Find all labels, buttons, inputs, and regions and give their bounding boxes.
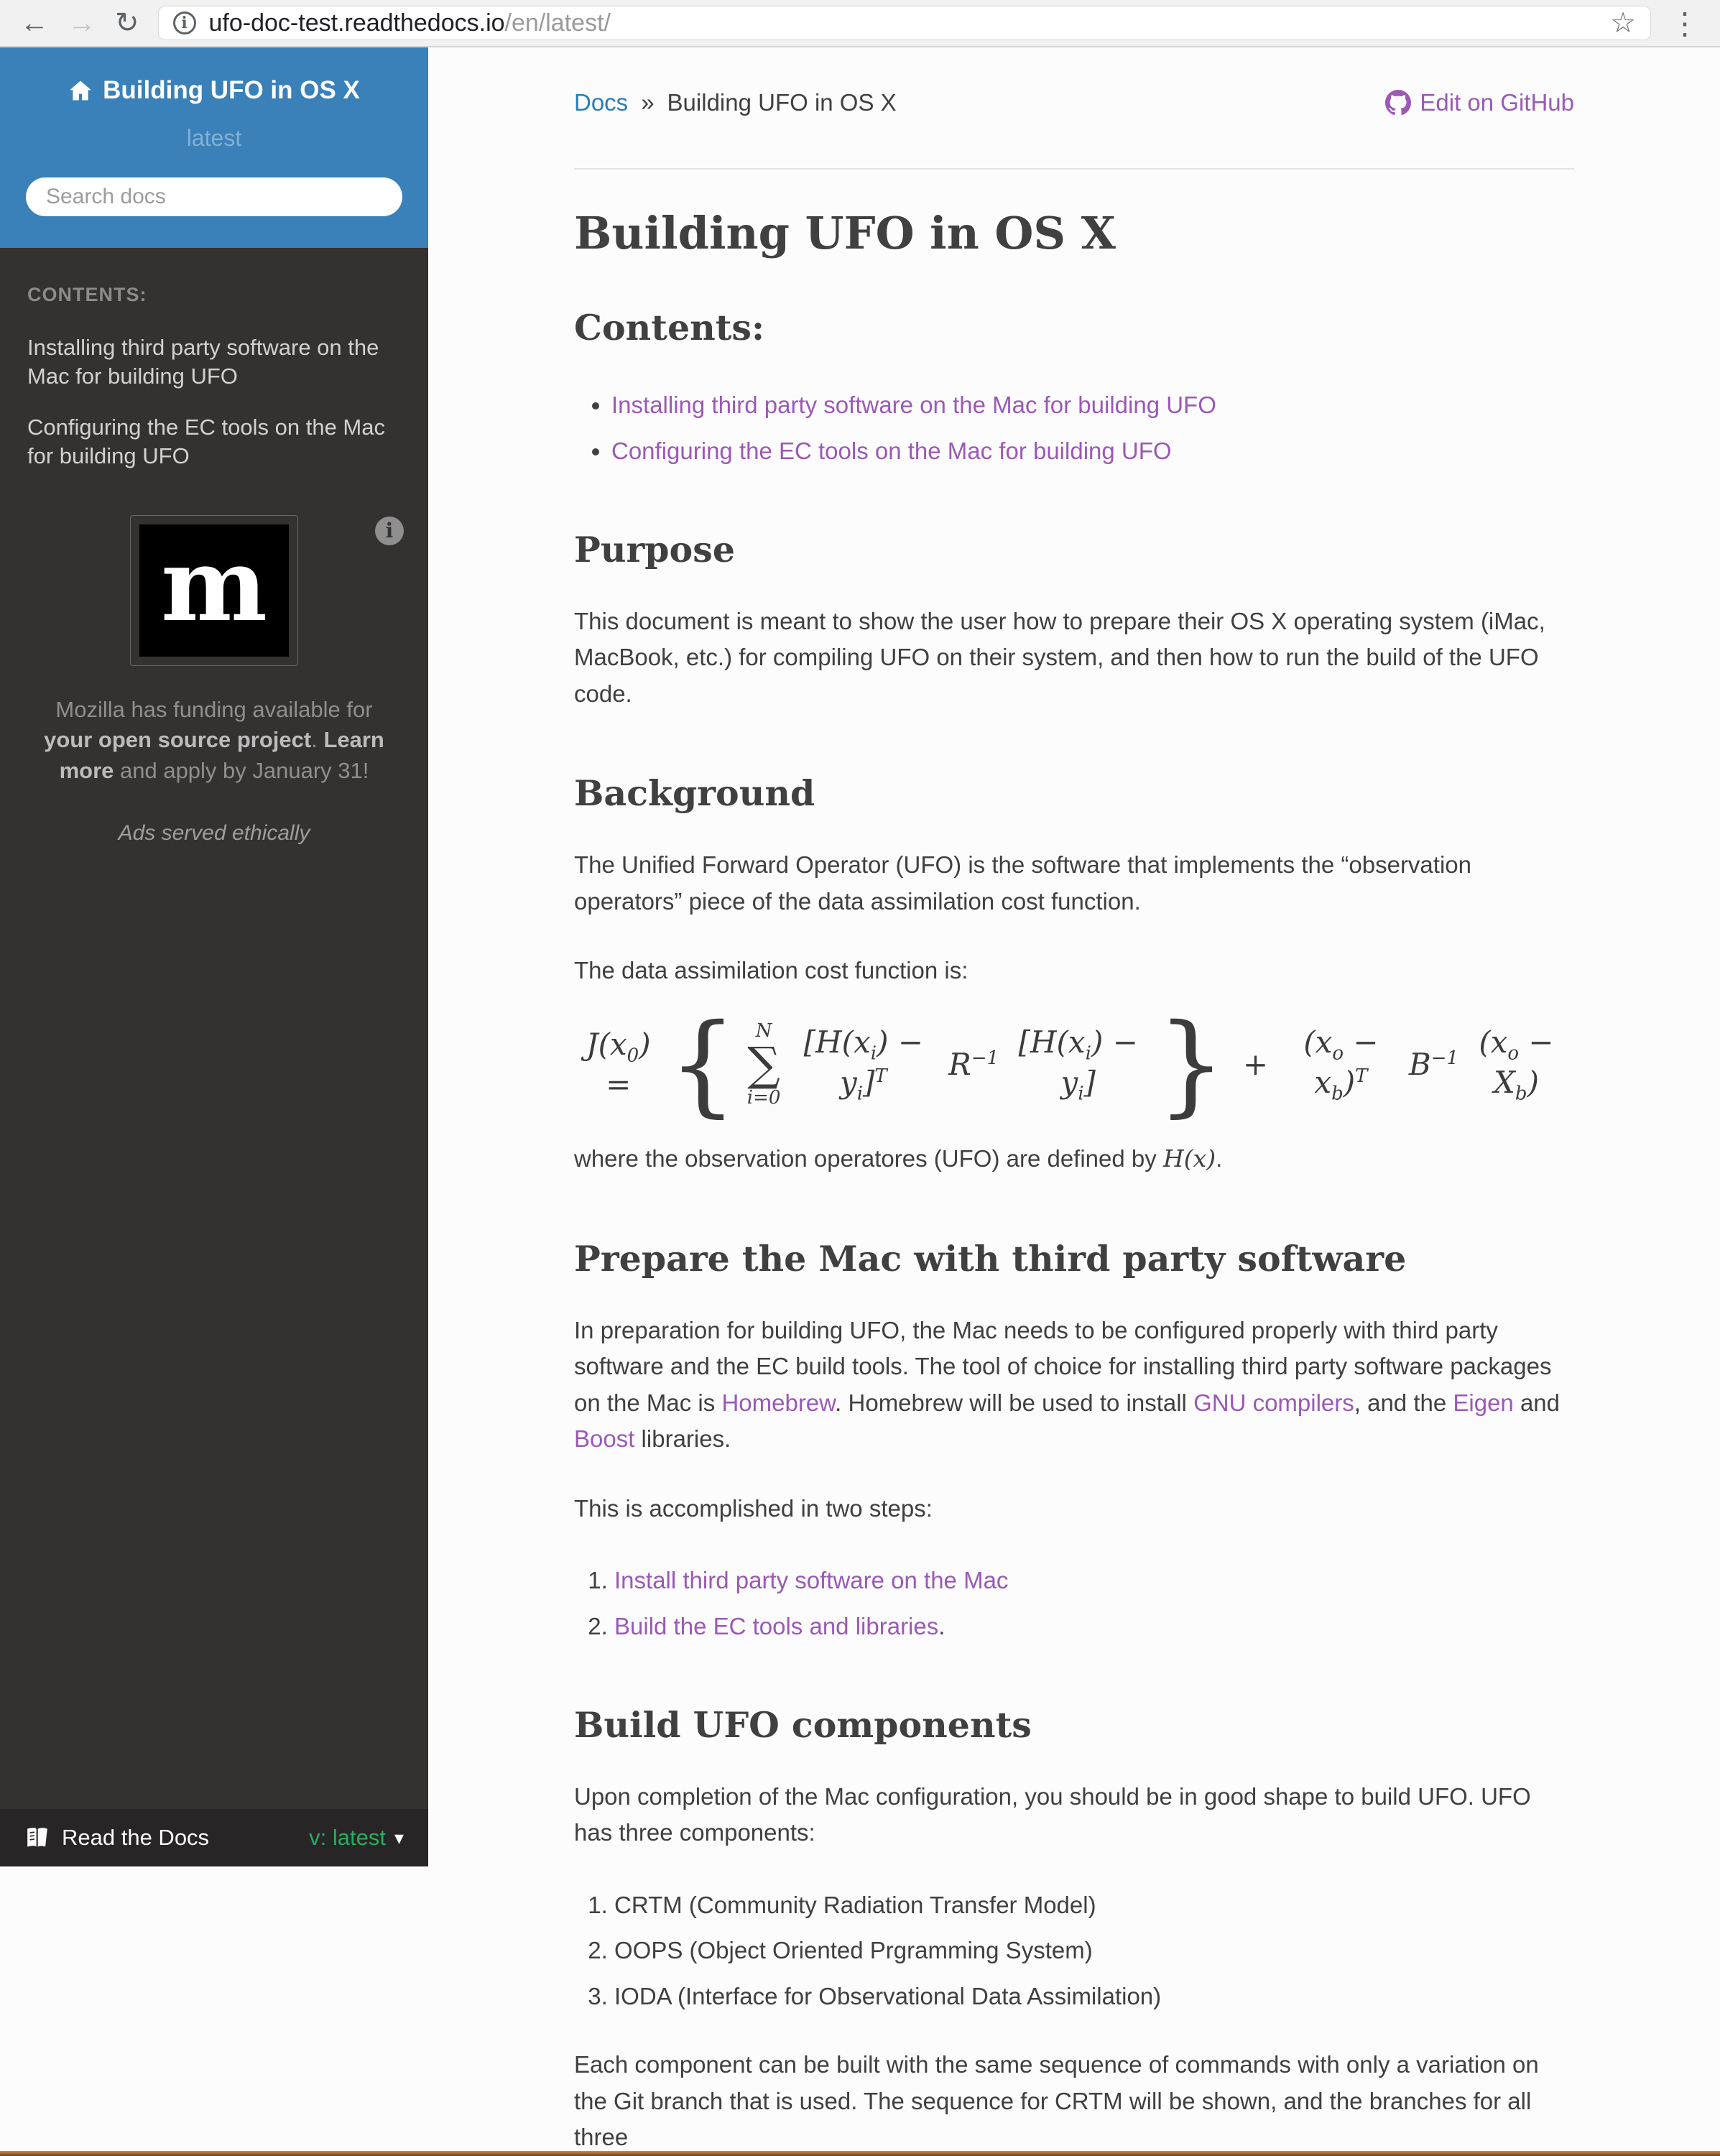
sum-icon: ∑	[747, 1037, 780, 1091]
ad-text-prefix: Mozilla has funding available for	[55, 696, 373, 722]
app-window	[0, 47, 1720, 2151]
contents-caption: CONTENTS:	[27, 284, 147, 305]
toc-item	[611, 433, 1574, 469]
component-item-ioda: 3. IODA (Interface for Observational Data Assimilation)	[614, 1979, 1574, 2014]
breadcrumb-docs-link[interactable]: Docs	[574, 89, 629, 116]
sum-upper: N	[755, 1019, 772, 1042]
formula-plus: +	[1242, 1047, 1269, 1082]
step-item	[614, 1609, 1574, 1644]
toc-link-configuring[interactable]: Configuring the EC tools on the Mac for building UFO	[611, 437, 1172, 464]
caret-down-icon: ▾	[394, 1826, 404, 1849]
step-link-install-third-party[interactable]: Install third party software on the Mac	[614, 1567, 1009, 1593]
background-heading: Background	[574, 772, 815, 815]
prepare-seg3: , and the	[1354, 1389, 1453, 1416]
formula-b-inverse: $B^{-1}$	[1408, 1047, 1459, 1082]
boost-link[interactable]: Boost	[574, 1425, 635, 1453]
readthedocs-label: Read the Docs	[62, 1825, 210, 1850]
background-paragraph-1: The Unified Forward Operator (UFO) is the software that implements the “observation operators” piece of the data assimilation cost function.	[574, 851, 1471, 915]
build-outro-paragraph: Each component can be built with the same sequence of commands with only a variation on the Git branch that is used. The sequence for CRTM will be shown, and the branches for all three	[574, 2051, 1539, 2151]
page-title: Building UFO in OS X	[574, 207, 1116, 259]
readthedocs-brand[interactable]	[24, 1825, 209, 1851]
ethical-ad	[0, 515, 428, 846]
sidebar	[0, 47, 428, 1866]
purpose-heading: Purpose	[574, 529, 735, 570]
breadcrumb-current: Building UFO in OS X	[667, 89, 897, 116]
ad-text-suffix: and apply by January 31!	[114, 758, 369, 784]
step-item	[614, 1563, 1574, 1599]
home-icon	[68, 78, 93, 103]
version-flyout-label: v: latest	[309, 1825, 386, 1850]
toc-link-installing[interactable]: Installing third party software on the Mac for building UFO	[611, 392, 1216, 418]
steps-list	[614, 1563, 1574, 1644]
where-prefix: where the observation operatores (UFO) are defined by	[574, 1145, 1163, 1172]
contents-heading: Contents:	[574, 307, 765, 348]
project-version: latest	[186, 125, 242, 151]
github-icon	[1385, 90, 1411, 116]
breadcrumb-separator: »	[641, 89, 655, 116]
document-body	[574, 47, 1574, 2156]
ad-text-bold: your open source project	[44, 727, 312, 753]
back-icon[interactable]: ←	[20, 7, 49, 39]
component-item-crtm: 1. CRTM (Community Radiation Transfer Model)	[614, 1887, 1574, 1923]
prepare-heading: Prepare the Mac with third party software	[574, 1237, 1407, 1280]
prepare-seg5: libraries.	[634, 1425, 731, 1453]
step-link-build-ec-tools[interactable]: Build the EC tools and libraries	[614, 1612, 939, 1639]
summation	[747, 1021, 781, 1108]
main-content	[428, 47, 1720, 2151]
toc-item	[611, 387, 1574, 423]
below-fold-edge	[0, 2151, 1720, 2156]
reload-icon[interactable]: ↻	[115, 7, 139, 39]
steps-intro-paragraph: This is accomplished in two steps:	[574, 1494, 933, 1522]
page-info-icon[interactable]: i	[173, 11, 196, 34]
component-item-oops: 2. OOPS (Object Oriented Prgramming System)	[614, 1933, 1574, 1968]
eigen-link[interactable]: Eigen	[1453, 1389, 1514, 1416]
prepare-seg2: . Homebrew will be used to install	[835, 1389, 1194, 1416]
homebrew-link[interactable]: Homebrew	[721, 1389, 836, 1416]
edit-on-github-label: Edit on GitHub	[1420, 89, 1574, 116]
formula-term-3: $(x_o - x_b)^T$	[1303, 1024, 1379, 1104]
h-of-x-math: H(x)	[1162, 1144, 1216, 1173]
cost-function-formula	[574, 1000, 1574, 1129]
prepare-seg1: In preparation for building UFO, the Mac needs to be configured properly with third party software and the EC build tools. The tool of choice for installing third party software packages on the Mac is	[574, 1316, 1552, 1416]
edit-on-github-link[interactable]	[1385, 89, 1574, 116]
sidebar-footer	[0, 1809, 428, 1866]
search-input[interactable]	[26, 177, 402, 216]
ad-text-mid: .	[311, 727, 324, 753]
ads-served-ethically: Ads served ethically	[118, 820, 310, 845]
prepare-seg4: and	[1513, 1389, 1561, 1416]
toc-list	[611, 387, 1574, 468]
gnu-compilers-link[interactable]: GNU compilers	[1193, 1389, 1354, 1416]
browser-menu-icon[interactable]: ⋮	[1670, 6, 1700, 40]
ad-info-icon[interactable]: i	[375, 517, 404, 545]
sidebar-item-configuring-ec-tools[interactable]: Configuring the EC tools on the Mac for building UFO	[27, 415, 385, 469]
sidebar-item-installing-third-party[interactable]: Installing third party software on the Mac for building UFO	[27, 335, 379, 389]
ad-text	[30, 695, 398, 787]
breadcrumb	[574, 89, 1574, 116]
project-title: Building UFO in OS X	[103, 76, 360, 104]
build-intro-paragraph: Upon completion of the Mac configuration, you should be in good shape to build UFO. UFO has three components:	[574, 1783, 1531, 1846]
browser-toolbar	[0, 0, 1720, 47]
where-paragraph	[574, 1141, 1574, 1177]
url-text	[209, 9, 611, 37]
formula-term-4: $(x_o - X_b)$	[1479, 1024, 1554, 1104]
formula-lhs: $J(x_0)$ =	[586, 1027, 651, 1102]
formula-term-2: $[H(x_i) - y_i]$	[1018, 1024, 1138, 1104]
forward-icon[interactable]: →	[68, 7, 96, 39]
project-home-link[interactable]	[68, 76, 360, 105]
sum-lower: i=0	[746, 1086, 781, 1109]
breadcrumb-divider	[574, 168, 1574, 170]
url-path: /en/latest/	[504, 9, 611, 37]
step-period: .	[938, 1612, 945, 1639]
ad-image-frame[interactable]	[130, 515, 298, 666]
sidebar-header	[0, 47, 428, 248]
where-suffix: .	[1216, 1145, 1223, 1172]
formula-r-inverse: $R^{-1}$	[948, 1047, 999, 1082]
address-bar[interactable]	[158, 6, 1651, 40]
sidebar-nav	[0, 322, 428, 482]
prepare-paragraph	[574, 1313, 1574, 1458]
url-host: ufo-doc-test.readthedocs.io	[208, 9, 505, 37]
background-paragraph-2: The data assimilation cost function is:	[574, 957, 968, 984]
components-list	[614, 1887, 1574, 2014]
formula-math: $J(x_0)$ = { N ∑ i=0 $[H(x_i) - y_i]^T$ $R^{-1}$ $[H(x_i) - y_i]$ } + $(x_o - x_b)^T$ $B^{-1}$ $(x_o - X_b)$	[574, 1021, 1574, 1108]
book-icon	[24, 1826, 50, 1849]
mozilla-logo: m	[139, 524, 289, 657]
ad-learn-more-link[interactable]: Learn more	[59, 727, 384, 784]
bookmark-star-icon[interactable]: ☆	[1610, 7, 1636, 39]
version-flyout[interactable]	[309, 1825, 404, 1851]
build-heading: Build UFO components	[574, 1704, 1032, 1746]
formula-term-1: $[H(x_i) - y_i]^T$	[803, 1024, 924, 1104]
purpose-paragraph: This document is meant to show the user how to prepare their OS X operating system (iMac, MacBook, etc.) for compiling UFO on their system, and then how to run the build of the UFO code.	[574, 608, 1545, 707]
